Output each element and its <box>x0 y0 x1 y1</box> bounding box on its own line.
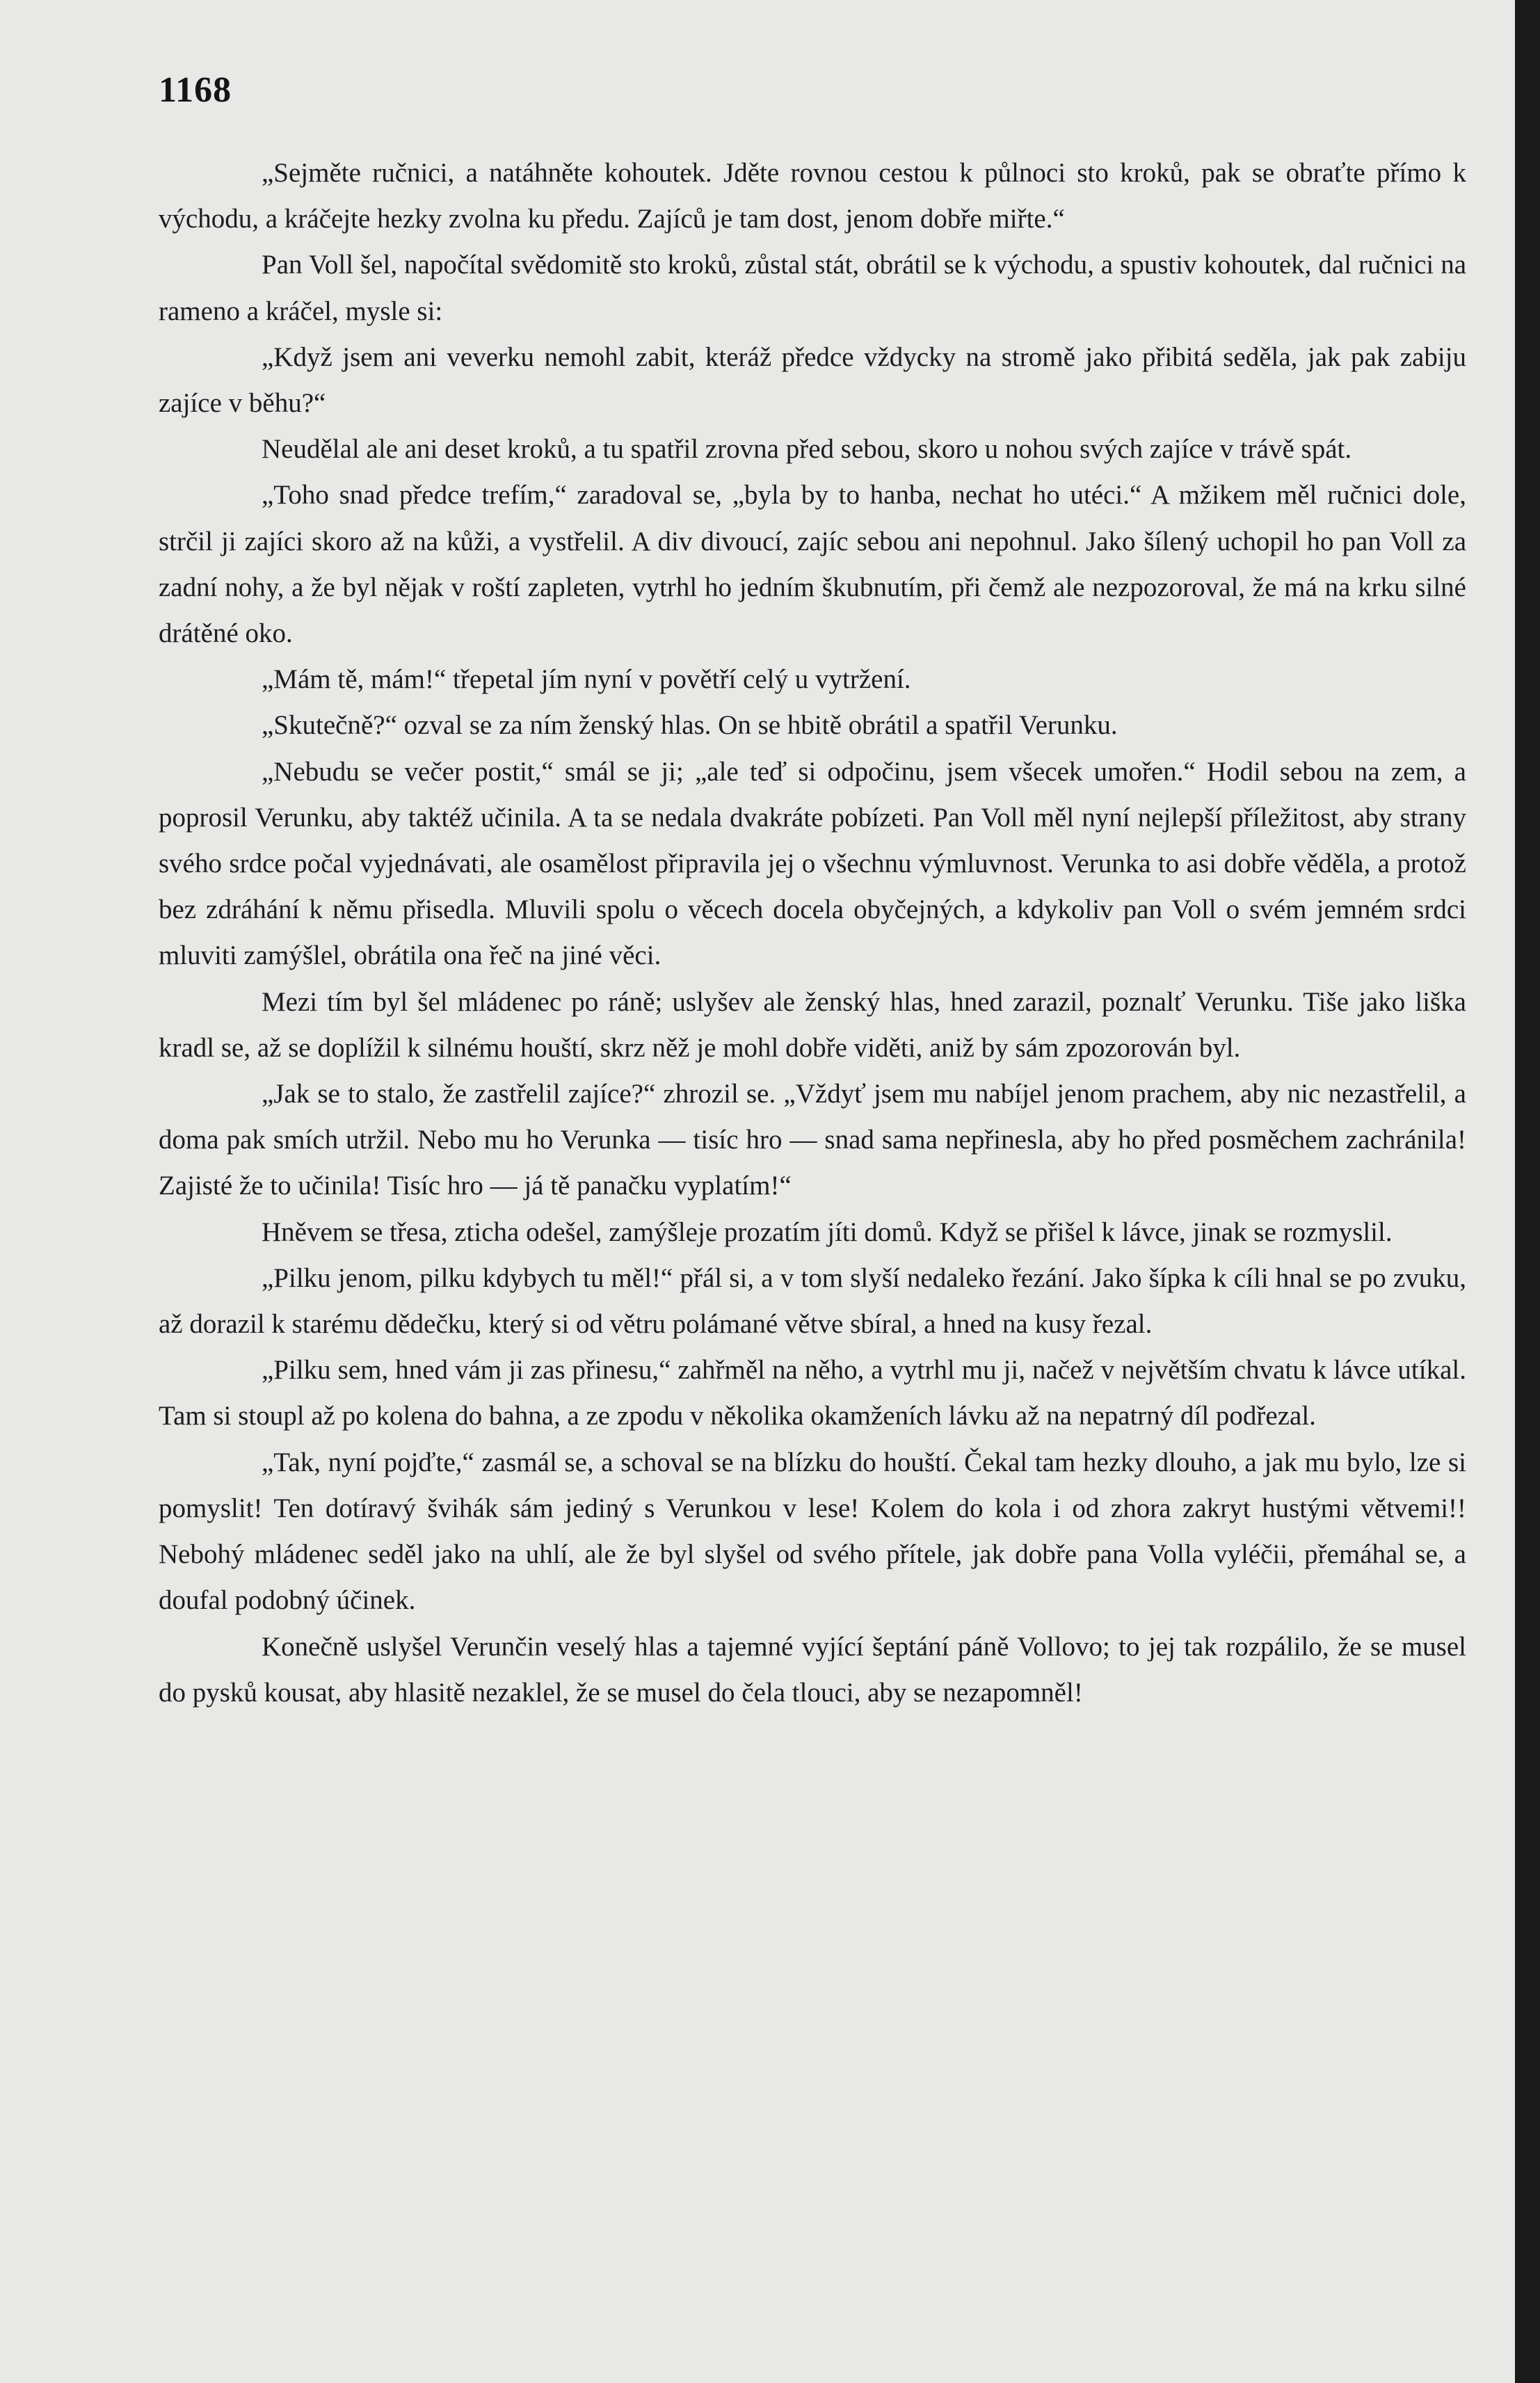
paragraph: Konečně uslyšel Verunčin veselý hlas a tajemné vyjící šeptání páně Vollovo; to jej tak rozpálilo, že se musel do pysků kousat, aby hlasitě nezaklel, že se musel do čela tlouci, aby se nezapomněl! <box>159 1631 1466 1708</box>
paragraph: Hněvem se třesa, zticha odešel, zamýšleje prozatím jíti domů. Když se přišel k lávce, jinak se rozmyslil. <box>262 1217 1393 1247</box>
scan-edge <box>1515 0 1540 2383</box>
paragraph: „Nebudu se večer postit,“ smál se ji; „ale teď si odpočinu, jsem všecek umořen.“ Hodil sebou na zem, a poprosil Verunku, aby taktéž učinila. A ta se nedala dvakráte pobízeti. Pan Voll měl nyní nejlepší příležitost, aby strany svého srdce počal vyjednávati, ale osamělost připravila jej o všechnu výmluvnost. Verunka to asi dobře věděla, a protož bez zdráhání k němu přisedla. Mluvili spolu o věcech docela obyčejných, a kdykoliv pan Voll o svém jemném srdci mluviti zamýšlel, obrátila ona řeč na jiné věci. <box>159 756 1466 971</box>
paragraph: „Skutečně?“ ozval se za ním ženský hlas. On se hbitě obrátil a spatřil Verunku. <box>262 710 1118 741</box>
paragraph: „Tak, nyní pojďte,“ zasmál se, a schoval se na blízku do houští. Čekal tam hezky dlouho, a jak mu bylo, lze si pomyslit! Ten dotíravý švihák sám jediný s Verunkou v lese! Kolem do kola i od zhora zakryt hustými větvemi!! Nebohý mládenec seděl jako na uhlí, ale že byl slyšel od svého přítele, jak dobře pana Volla vyléčii, přemáhal se, a doufal podobný účinek. <box>159 1447 1466 1616</box>
body-text <box>159 150 1466 1716</box>
page-number: 1168 <box>159 70 232 110</box>
paragraph: „Toho snad předce trefím,“ zaradoval se, „byla by to hanba, nechat ho utéci.“ A mžikem měl ručnici dole, strčil ji zajíci skoro až na kůži, a vystřelil. A div divoucí, zajíc sebou ani nepohnul. Jako šílený uchopil ho pan Voll za zadní nohy, a že byl nějak v roští zapleten, vytrhl ho jedním škubnutím, při čemž ale nezpozoroval, že má na krku silné drátěné oko. <box>159 480 1466 649</box>
paragraph: Neudělal ale ani deset kroků, a tu spatřil zrovna před sebou, skoro u nohou svých zajíce v trávě spát. <box>262 434 1352 465</box>
paragraph: „Jak se to stalo, že zastřelil zajíce?“ zhrozil se. „Vždyť jsem mu nabíjel jenom prachem, aby nic nezastřelil, a doma pak smích utržil. Nebo mu ho Verunka — tisíc hro — snad sama nepřinesla, aby ho před posměchem zachránila! Zajisté že to učinila! Tisíc hro — já tě panačku vyplatím!“ <box>159 1079 1466 1201</box>
paragraph: „Pilku jenom, pilku kdybych tu měl!“ přál si, a v tom slyší nedaleko řezání. Jako šípka k cíli hnal se po zvuku, až dorazil k starému dědečku, který si od větru polámané větve sbíral, a hned na kusy řezal. <box>159 1262 1466 1340</box>
paragraph: Pan Voll šel, napočítal svědomitě sto kroků, zůstal stát, obrátil se k východu, a spustiv kohoutek, dal ručnici na rameno a kráčel, mysle si: <box>159 250 1466 326</box>
paragraph: „Mám tě, mám!“ třepetal jím nyní v povětří celý u vytržení. <box>262 664 911 695</box>
paragraph: Mezi tím byl šel mládenec po ráně; uslyšev ale ženský hlas, hned zarazil, poznalť Verunku. Tiše jako liška kradl se, až se doplížil k silnému houští, skrz něž je mohl dobře viděti, aniž by sám zpozorován byl. <box>159 986 1466 1063</box>
paragraph: „Když jsem ani veverku nemohl zabit, kteráž předce vždycky na stromě jako přibitá seděla, jak pak zabiju zajíce v běhu?“ <box>159 342 1466 419</box>
paragraph: „Sejměte ručnici, a natáhněte kohoutek. Jděte rovnou cestou k půlnoci sto kroků, pak se obraťte přímo k východu, a kráčejte hezky zvolna ku předu. Zajíců je tam dost, jenom dobře miřte.“ <box>159 158 1466 234</box>
paragraph: „Pilku sem, hned vám ji zas přinesu,“ zahřměl na něho, a vytrhl mu ji, načež v největším chvatu k lávce utíkal. Tam si stoupl až po kolena do bahna, a ze zpodu v několika okamženích lávku až na nepatrný díl podřezal. <box>159 1355 1466 1431</box>
